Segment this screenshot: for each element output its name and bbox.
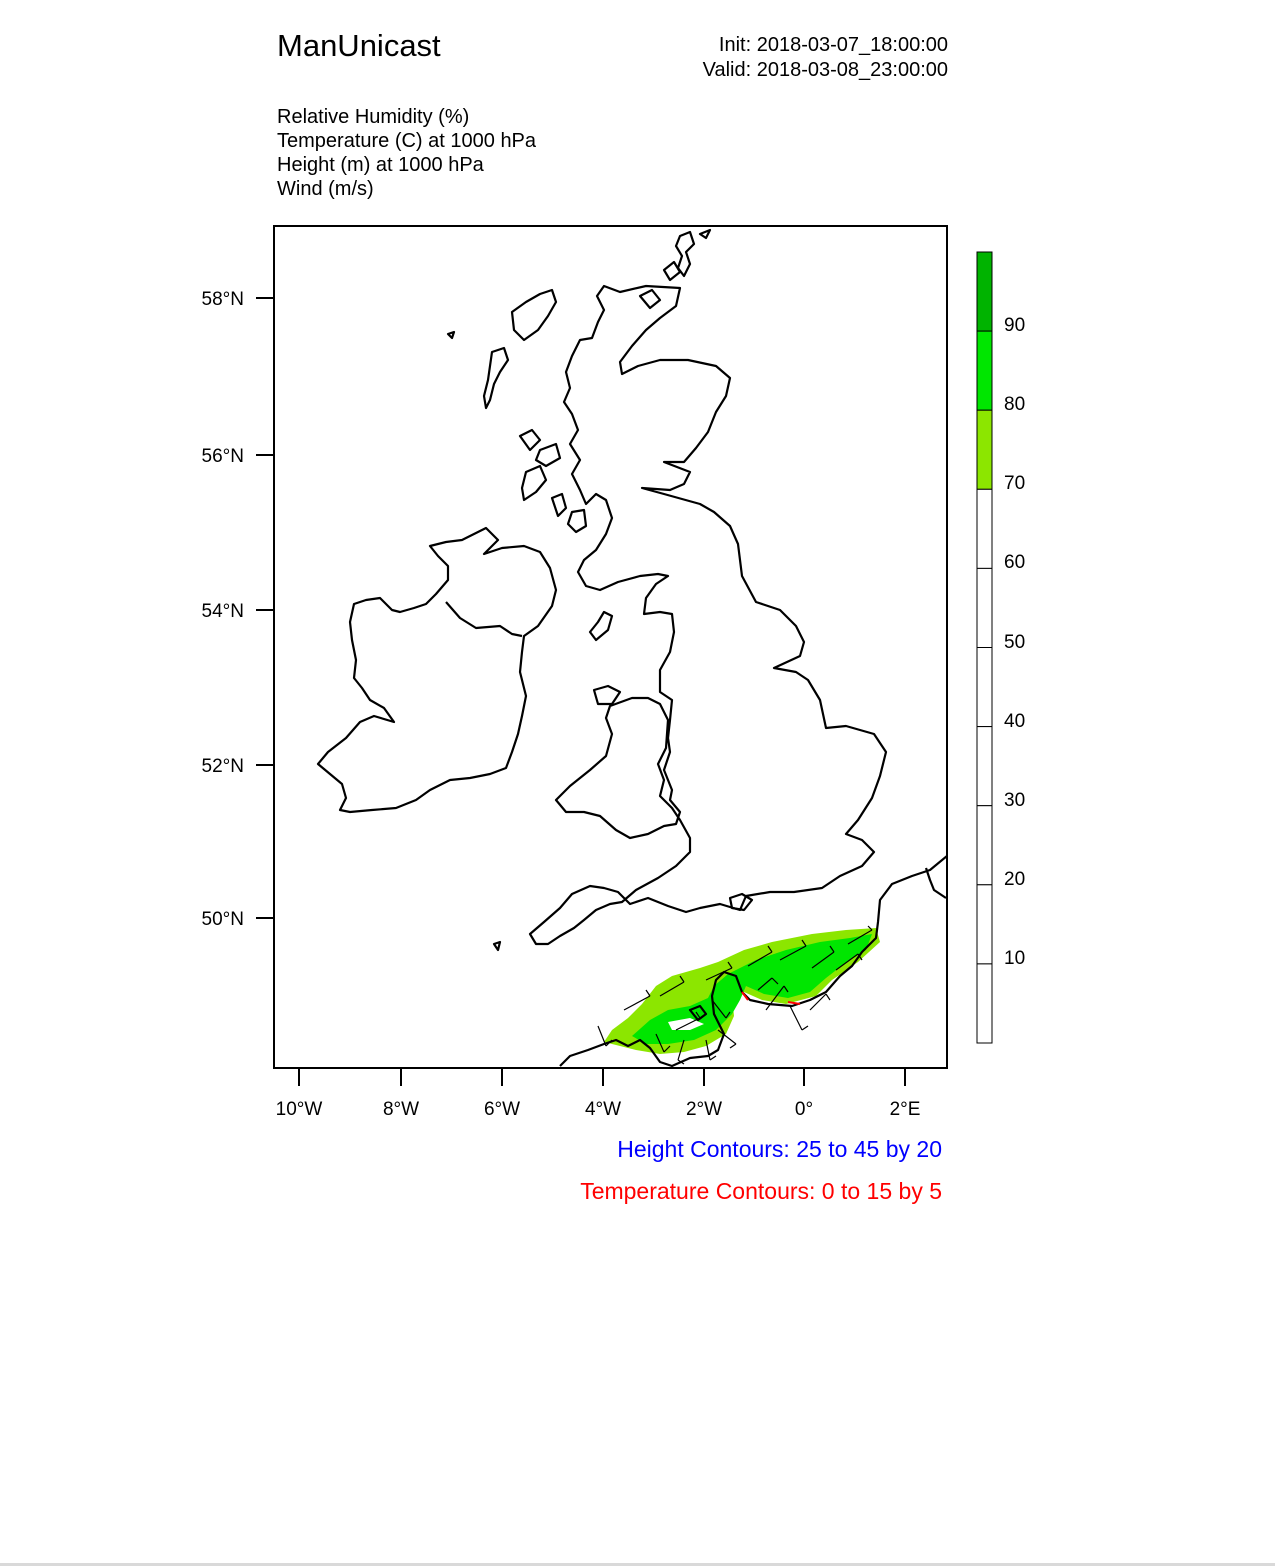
colorbar-box	[977, 568, 992, 647]
colorbar-label: 30	[1004, 790, 1026, 811]
valid-time: Valid: 2018-03-08_23:00:00	[702, 59, 948, 81]
colorbar-box	[977, 806, 992, 885]
colorbar-labels	[1004, 315, 1025, 969]
great-britain-coastline	[530, 286, 886, 944]
colorbar-box	[977, 648, 992, 727]
colorbar	[977, 252, 992, 1043]
inner-hebrides-islands	[520, 430, 566, 516]
colorbar-box	[977, 885, 992, 964]
lon-tick-label: 4°W	[584, 1099, 622, 1120]
colorbar-box	[977, 410, 992, 489]
wind-barb	[790, 1006, 808, 1030]
lat-tick-label: 52°N	[201, 756, 244, 777]
lat-tick-label: 58°N	[201, 289, 244, 310]
lon-tick-label: 10°W	[275, 1099, 323, 1120]
colorbar-box	[977, 252, 992, 331]
field-temperature: Temperature (C) at 1000 hPa	[277, 130, 537, 152]
lat-tick-label: 50°N	[201, 909, 244, 930]
ireland-east-coast-detail	[446, 602, 522, 636]
colorbar-box	[977, 331, 992, 410]
colorbar-box	[977, 489, 992, 568]
colorbar-label: 80	[1004, 394, 1026, 415]
lon-tick-labels	[276, 1099, 921, 1120]
lon-ticks	[299, 1068, 905, 1086]
init-time: Init: 2018-03-07_18:00:00	[718, 34, 948, 56]
colorbar-label: 40	[1004, 711, 1026, 732]
colorbar-label: 70	[1004, 473, 1026, 494]
lat-ticks	[256, 298, 274, 918]
st-kilda	[448, 332, 454, 338]
colorbar-label: 10	[1004, 948, 1026, 969]
france-belgium-border	[926, 868, 946, 898]
shetland-islands	[676, 230, 710, 276]
colorbar-label: 90	[1004, 315, 1026, 336]
lon-tick-label: 0°	[794, 1099, 814, 1120]
lat-tick-labels	[202, 289, 244, 930]
field-wind: Wind (m/s)	[277, 178, 374, 200]
height-contours-legend: Height Contours: 25 to 45 by 20	[617, 1136, 942, 1162]
lat-tick-label: 54°N	[201, 601, 244, 622]
lat-tick-label: 56°N	[201, 446, 244, 467]
hebrides-islands	[484, 290, 556, 408]
colorbar-box	[977, 727, 992, 806]
scilly-islands	[494, 942, 500, 950]
lon-tick-label: 2°E	[889, 1099, 921, 1120]
colorbar-box	[977, 964, 992, 1043]
lon-tick-label: 6°W	[483, 1099, 521, 1120]
clyde-islands	[568, 510, 586, 532]
field-height: Height (m) at 1000 hPa	[277, 154, 484, 176]
colorbar-label: 60	[1004, 552, 1026, 573]
isle-of-man	[590, 612, 612, 640]
colorbar-label: 20	[1004, 869, 1026, 890]
colorbar-label: 50	[1004, 632, 1026, 653]
anglesey	[594, 686, 620, 704]
temperature-contours-legend: Temperature Contours: 0 to 15 by 5	[580, 1178, 942, 1204]
chart-title: ManUnicast	[277, 28, 441, 63]
lon-tick-label: 2°W	[685, 1099, 723, 1120]
ireland-coastline	[318, 528, 556, 812]
lon-tick-label: 8°W	[382, 1099, 420, 1120]
field-relative-humidity: Relative Humidity (%)	[277, 106, 470, 128]
